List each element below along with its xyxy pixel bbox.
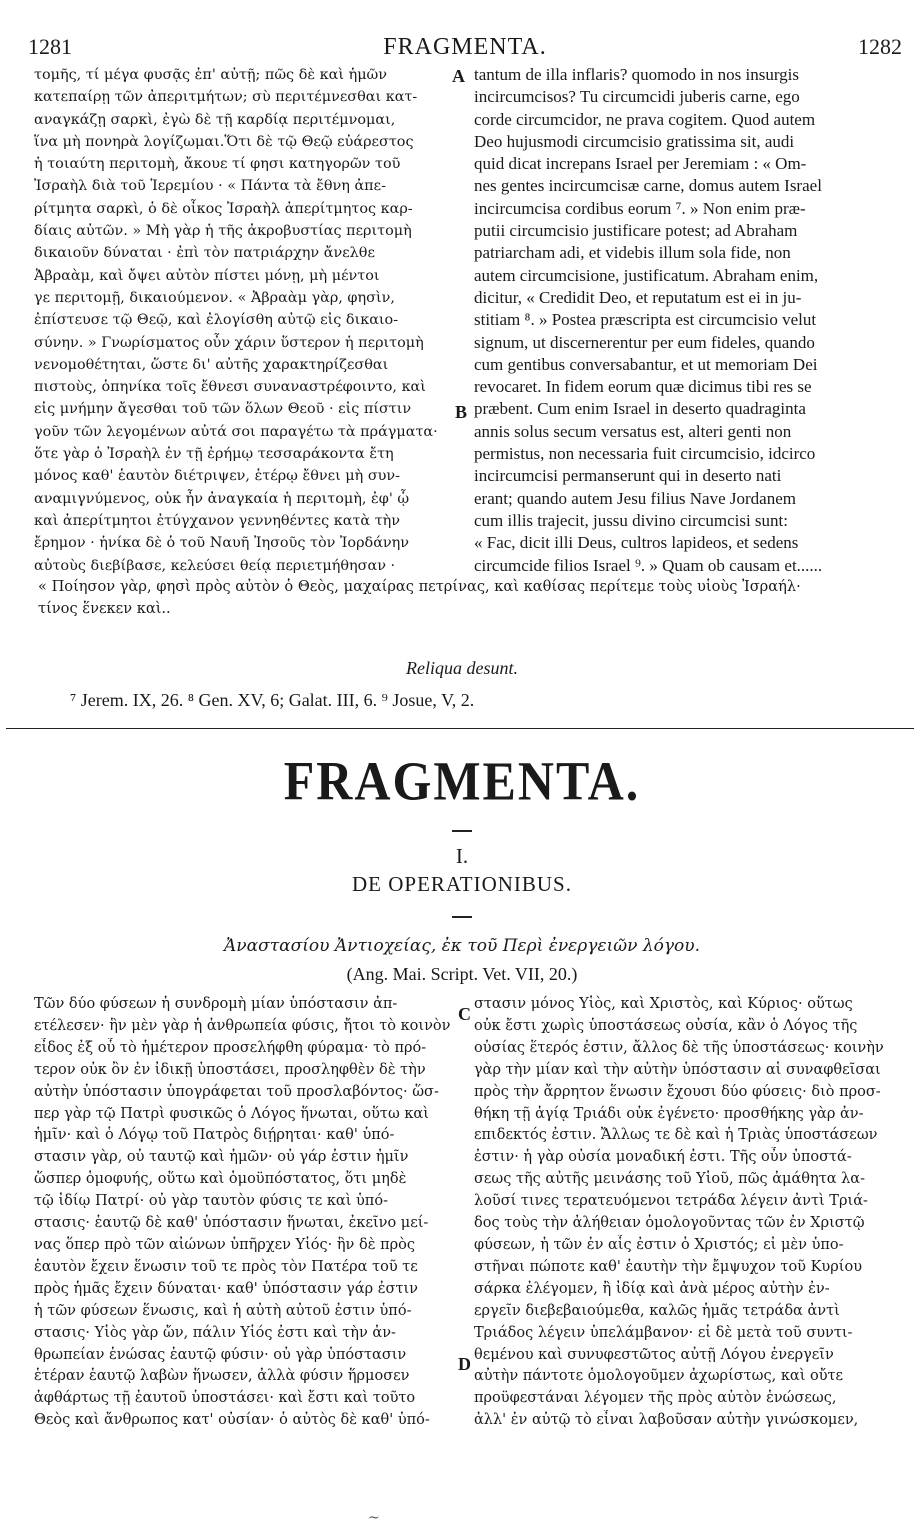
latin-text-line: corde circumcidor, ne prava cogitem. Quod autem (474, 109, 816, 129)
greek-text-line: ἔρημον · ἡνίκα δὲ ὁ τοῦ Ναυῆ Ἰησοῦς τὸν Ἰορδάνην (34, 535, 410, 552)
greek-text-line: πιστοὺς, ὁπηνίκα τοῖς ἔθνεσι συναναστρέφοιντο, καὶ (34, 379, 426, 396)
operations-text-line: πρὸς τὴν ἄρρητον ἕνωσιν ἔχουσι δύο φύσεις· διὸ προσ- (474, 1083, 881, 1100)
operations-text-line: λοῦσί τινες τερατευόμενοι τετράδα λέγειν ἀντὶ Τριά- (474, 1193, 868, 1210)
section-number: I. (455, 844, 469, 868)
attribution: Ἀναστασίου Ἀντιοχείας, ἐκ τοῦ Περὶ ἐνεργειῶν λόγου. (224, 936, 700, 956)
greek-text-line: ρίτμητα σαρκὶ, ὁ δὲ οἶκος Ἰσραὴλ ἀπερίτμητος καρ- (34, 200, 413, 217)
latin-text-line: erant; quando autem Jesu filius Nave Jordanem (474, 488, 796, 508)
operations-text-line: ἐστιν· ἡ γὰρ οὐσία μοναδική ἐστι. Τῆς οὖν ὑποστά- (474, 1149, 852, 1166)
greek-text-line: σύνην. » Γνωρίσματος οὖν χάριν ὕστερον ἡ περιτομὴ (34, 334, 424, 351)
operations-text-line: εἶδος ἐξ οὗ τὸ ἡμέτερον προσελήφθη φύραμα· τὸ πρό- (34, 1039, 427, 1056)
latin-text-line: dicitur, « Credidit Deo, et reputatum est ei in ju- (474, 287, 802, 307)
heading-dash-1 (452, 830, 472, 832)
greek-text-line: ἐπίστευσε τῷ Θεῷ, καὶ ἐλογίσθη αὐτῷ εἰς δικαιο- (34, 312, 399, 329)
greek-text-line: ἡ τοιαύτη περιτομὴ, ἄκουε τί φησι κατηγορῶν τοῦ (34, 156, 401, 173)
latin-text-line: « Fac, dicit illi Deus, cultros lapideos, et sedens (474, 533, 799, 553)
latin-text-line: annis solus secum versatus est, alteri genti non (474, 421, 792, 441)
latin-text-line: incircumcisos? Tu circumcidi juberis carne, ego (474, 87, 800, 107)
operations-text-line: αὐτὴν πάντοτε ὁμολογοῦμεν ἀχωρίστως, καὶ οὔτε (474, 1368, 844, 1385)
latin-text-line: cum illis trajecit, jussu divino circumcisi sunt: (474, 510, 788, 530)
greek-text-line: κατεπαίρῃ τῶν ἀπεριτμήτων; σὺ περιτέμνεσθαι κατ- (34, 89, 418, 106)
latin-text-line: quid dicat increpans Israel per Jeremiam : « Om- (474, 154, 807, 174)
operations-text-line: Τῶν δύο φύσεων ἡ συνδρομὴ μίαν ὑπόστασιν ἀπ- (34, 996, 398, 1012)
printer-ornament: ~ (368, 1510, 380, 1526)
operations-text-line: θήκη τῇ ἁγίᾳ Τριάδι οὐκ ἐγένετο· προσθήκης γὰρ ἀν- (474, 1105, 864, 1122)
section-heading: DE OPERATIONIBUS. (351, 872, 572, 896)
greek-text-line: δικαιοῦν δύναται · ἐπὶ τὸν πατριάρχην ἄνελθε (34, 245, 375, 262)
operations-text-line: ἀφθάρτως τῇ ἑαυτοῦ ὑποστάσει· καὶ ἔστι καὶ τοῦτο (34, 1390, 416, 1407)
operations-text-line: εργεῖν διεβεβαιούμεθα, καλῶς ἡμᾶς τετράδα ἀντὶ (474, 1302, 840, 1319)
source-reference: (Ang. Mai. Script. Vet. VII, 20.) (346, 964, 578, 984)
page-number-right: 1282 (858, 34, 902, 59)
greek-column (34, 64, 452, 577)
latin-text-line: revocaret. In fidem eorum quæ dicimus tibi res se (474, 377, 812, 397)
latin-text-line: circumcide filios Israel ⁹. » Quam ob causam et...... (474, 555, 823, 575)
operations-text-line: Τριάδος λέγειν ὑπελάμβανον· εἰ δὲ μετὰ τοῦ συντι- (474, 1324, 853, 1341)
operations-text-line: προϋφεστάναι λέγομεν τῆς πρὸς αὐτὸν ἑνώσεως, (474, 1390, 837, 1407)
section-divider (6, 728, 914, 729)
operations-text-line: ετέλεσεν· ἣν μὲν γὰρ ἡ ἀνθρωπεία φύσις, ἤτοι τὸ κοινὸν (34, 1017, 451, 1034)
latin-text-line: stitiam ⁸. » Postea præscripta est circumcisio velut (474, 310, 817, 330)
section-title: FRAGMENTA. (283, 750, 641, 812)
operations-text-line: ἡμῖν· καὶ ὁ Λόγῳ τοῦ Πατρὸς διῄρηται· καθ' ὑπό- (34, 1127, 395, 1144)
operations-text-line: πρὸς ἡμᾶς ἔχειν δύναται· καθ' ὑπόστασιν γάρ ἐστιν (34, 1280, 418, 1297)
operations-text-line: αὐτὴν ὑπόστασιν ὑπογράφεται τοῦ προσλαβόντος· ὥσ- (34, 1083, 439, 1100)
operations-text-line: ὥσπερ ὁμοφυής, οὕτω καὶ ὁμοϋπόστατος, ὅτι μηδὲ (34, 1171, 407, 1188)
operations-text-line: νας ὅπερ πρὸ τῶν αἰώνων ὑπῆρχεν Υἱός· ἣν δὲ πρὸς (34, 1236, 416, 1253)
latin-text-line: signum, ut discernerentur per eum fideles, quando (474, 332, 815, 352)
running-header (28, 30, 902, 62)
operations-text-line: σάρκα ἐλέγομεν, ἢ ἰδίᾳ καὶ ἀνὰ μέρος αὐτὴν ἐν- (474, 1280, 830, 1297)
operations-text-line: σεως τῆς αὐτῆς μεινάσης τοῦ Υἱοῦ, πῶς ἀμάθητα λα- (474, 1171, 865, 1188)
operations-text-line: επιδεκτός ἐστιν. Ἄλλως τε δὲ καὶ ἡ Τριὰς ὑποστάσεων (474, 1127, 878, 1144)
greek-text-line: δίαις αὐτῶν. » Μὴ γὰρ ἡ τῆς ἀκροβυστίας περιτομὴ (34, 223, 412, 240)
operations-text-line: θρωπείαν ἑνώσας ἑαυτῷ φύσιν· οὐ γὰρ ὑπόστασιν (34, 1346, 407, 1363)
latin-column (474, 64, 906, 577)
operations-text-line: δος τοὺς τὴν ἀλήθειαν ὁμολογοῦντας τῶν ἐν Χριστῷ (474, 1215, 865, 1232)
running-title: FRAGMENTA. (383, 34, 547, 60)
latin-text-line: patriarcham adi, et videbis illum sola fide, non (474, 243, 791, 263)
footnotes: ⁷ Jerem. IX, 26. ⁸ Gen. XV, 6; Galat. III, 6. ⁹ Josue, V, 2. (70, 690, 475, 710)
operations-text-line: φύσεων, ἡ τῶν ἐν αἷς ἐστιν ὁ Χριστός; εἰ μὲν ὑπο- (474, 1236, 844, 1253)
latin-text-line: permistus, non necessaria fuit circumcisio, idcirco (474, 444, 816, 464)
latin-text-line: autem circumcisione, justificatum. Abraham enim, (474, 265, 819, 285)
operations-text-line: στασιν γὰρ, οὐ ταυτῷ καὶ ἡμῶν· οὐ γάρ ἐστιν ἡμῖν (34, 1149, 409, 1166)
margin-mark-a: A (452, 66, 465, 86)
latin-text-line: incircumcisa cordibus eorum ⁷. » Non enim præ- (474, 198, 806, 218)
operations-text-line: στασις· Υἱὸς γὰρ ὤν, πάλιν Υἱός ἐστι καὶ τὴν ἀν- (34, 1324, 396, 1341)
heading-dash-2 (452, 916, 472, 918)
latin-text-line: cum gentibus conversabantur, et ut memoriam Dei (474, 354, 818, 374)
operations-text-line: ἀλλ' ἐν αὐτῷ τὸ εἶναι λαβοῦσαν αὐτὴν γινώσκομεν, (474, 1412, 859, 1429)
operations-text-line: θεμένου καὶ συνυφεστῶτος αὐτῇ Λόγου ἐνεργεῖν (474, 1346, 834, 1363)
greek-text-line: γε περιτομῇ, δικαιούμενον. « Ἀβραὰμ γὰρ, φησὶν, (34, 289, 395, 306)
greek-text-line: νενομοθέτηται, ὥστε δι' αὐτῆς χαρακτηρίζεσθαι (34, 356, 389, 373)
operations-text-line: Θεὸς καὶ ἄνθρωπος κατ' οὐσίαν· ὁ αὐτὸς δὲ καθ' ὑπό- (34, 1412, 430, 1429)
greek-text-line: ἵνα μὴ πονηρὰ λογίζωμαι.Ὅτι δὲ τῷ Θεῷ εὐάρεστος (34, 133, 414, 150)
greek-text-line: τομῆς, τί μέγα φυσᾷς ἐπ' αὐτῇ; πῶς δὲ καὶ ἡμῶν (34, 67, 388, 83)
margin-mark-b: B (455, 402, 468, 422)
operations-text-line: ἑαυτὸν ἔχειν ἕνωσιν τοῦ τε πρὸς τὸν Πατέρα τοῦ τε (34, 1258, 418, 1275)
greek-text-line: γοῦν τῶν λεγομένων αὐτά σοι παραγέτω τὰ πράγματα· (34, 423, 438, 440)
operations-text-line: οὐσίας ἕτερός ἐστιν, ἄλλος δὲ τῆς ὑποστάσεως· κοινὴν (474, 1039, 884, 1056)
operations-text-line: στασιν μόνος Υἱὸς, καὶ Χριστὸς, καὶ Κύριος· οὕτως (474, 996, 853, 1012)
margin-mark-d: D (458, 1354, 471, 1374)
operations-right-column (474, 994, 906, 1432)
page-number-left: 1281 (28, 34, 72, 59)
greek-text-line: καὶ ἀπερίτμητοι ἐτύγχανον γεννηθέντες κατὰ τὴν (34, 512, 401, 529)
continuation-line-2: τίνος ἕνεκεν καὶ.. (38, 600, 171, 617)
greek-text-line: εἰς μνήμην ἄγεσθαι τοῦ τῶν ὅλων Θεοῦ · εἰς πίστιν (34, 401, 412, 418)
margin-mark-c: C (458, 1004, 471, 1024)
operations-text-line: οὐκ ἔστι χωρὶς ὑποστάσεως οὐσία, κἂν ὁ Λόγος τῆς (474, 1017, 858, 1034)
reliqua-desunt: Reliqua desunt. (406, 658, 518, 678)
greek-text-line: Ἰσραὴλ διὰ τοῦ Ἱερεμίου · « Πάντα τὰ ἔθνη ἀπε- (34, 178, 386, 195)
operations-text-line: στασις· ἑαυτῷ δὲ καθ' ὑπόστασιν ἥνωται, ἐκεῖνο μεί- (34, 1215, 429, 1232)
continuation-line-1: « Ποίησον γὰρ, φησὶ πρὸς αὐτὸν ὁ Θεὸς, μαχαίρας πετρίνας, καὶ καθίσας περίτεμε τοὺς υἱοὺς Ἰσραήλ· (38, 578, 801, 595)
latin-text-line: Deo hujusmodi circumcisio gratissima sit, audi (474, 131, 795, 151)
operations-text-line: περ γὰρ τῷ Πατρὶ φυσικῶς ὁ Λόγος ἥνωται, οὕτω καὶ (34, 1105, 429, 1122)
greek-text-line: αναμιγνύμενος, οὐκ ἦν ἀναγκαία ἡ περιτομὴ, ἐφ' ᾧ (34, 490, 410, 507)
operations-text-line: ἡ τῶν φύσεων ἕνωσις, καὶ ἡ αὐτὴ αὐτοῦ ἐστιν ὑπό- (34, 1302, 412, 1319)
greek-text-line: μόνος καθ' ἑαυτὸν διέτριψεν, ἑτέρῳ ἔθνει μὴ συν- (34, 468, 401, 485)
greek-text-line: αὐτοὺς διεβίβασε, κελεύσει θείᾳ περιετμήθησαν · (34, 557, 396, 574)
latin-text-line: tantum de illa inflaris? quomodo in nos insurgis (474, 65, 800, 84)
greek-text-line: αναγκάζῃ σαρκὶ, ἐγὼ δὲ τῇ καρδίᾳ περιτέμνομαι, (34, 111, 396, 128)
operations-text-line: τῷ ἰδίῳ Πατρί· οὐ γὰρ ταυτὸν φύσις τε καὶ ὑπό- (34, 1193, 388, 1210)
latin-text-line: nes gentes incircumcisæ carne, domus autem Israel (474, 176, 822, 196)
latin-text-line: incircumcisi permanserunt qui in deserto nati (474, 466, 782, 486)
greek-text-line: Ἀβραὰμ, καὶ ὄψει αὐτὸν πίστει μόνῃ, μὴ μέντοι (34, 267, 380, 284)
operations-left-column (34, 994, 454, 1432)
operations-text-line: στῆναι πώποτε καθ' ἑαυτὴν τὴν ἔμψυχον τοῦ Κυρίου (474, 1258, 863, 1275)
operations-text-line: γὰρ τὴν μίαν καὶ τὴν αὐτὴν ὑπόστασιν αἱ συναφθεῖσαι (474, 1061, 881, 1078)
operations-text-line: τερον οὐκ ὂν ἐν ἰδικῇ ὑποστάσει, προσληφθὲν δὲ τὴν (34, 1061, 426, 1078)
greek-text-line: ὅτε γὰρ ὁ Ἰσραὴλ ἐν τῇ ἐρήμῳ τεσσαράκοντα ἔτη (34, 446, 394, 463)
latin-text-line: putii circumcisio justificare potest; ad Abraham (474, 221, 798, 241)
operations-text-line: ἑτέραν ἑαυτῷ λαβὼν ἥνωσεν, ἀλλὰ φύσιν ἥρμοσεν (34, 1368, 410, 1385)
latin-text-line: præbent. Cum enim Israel in deserto quadraginta (474, 399, 806, 419)
